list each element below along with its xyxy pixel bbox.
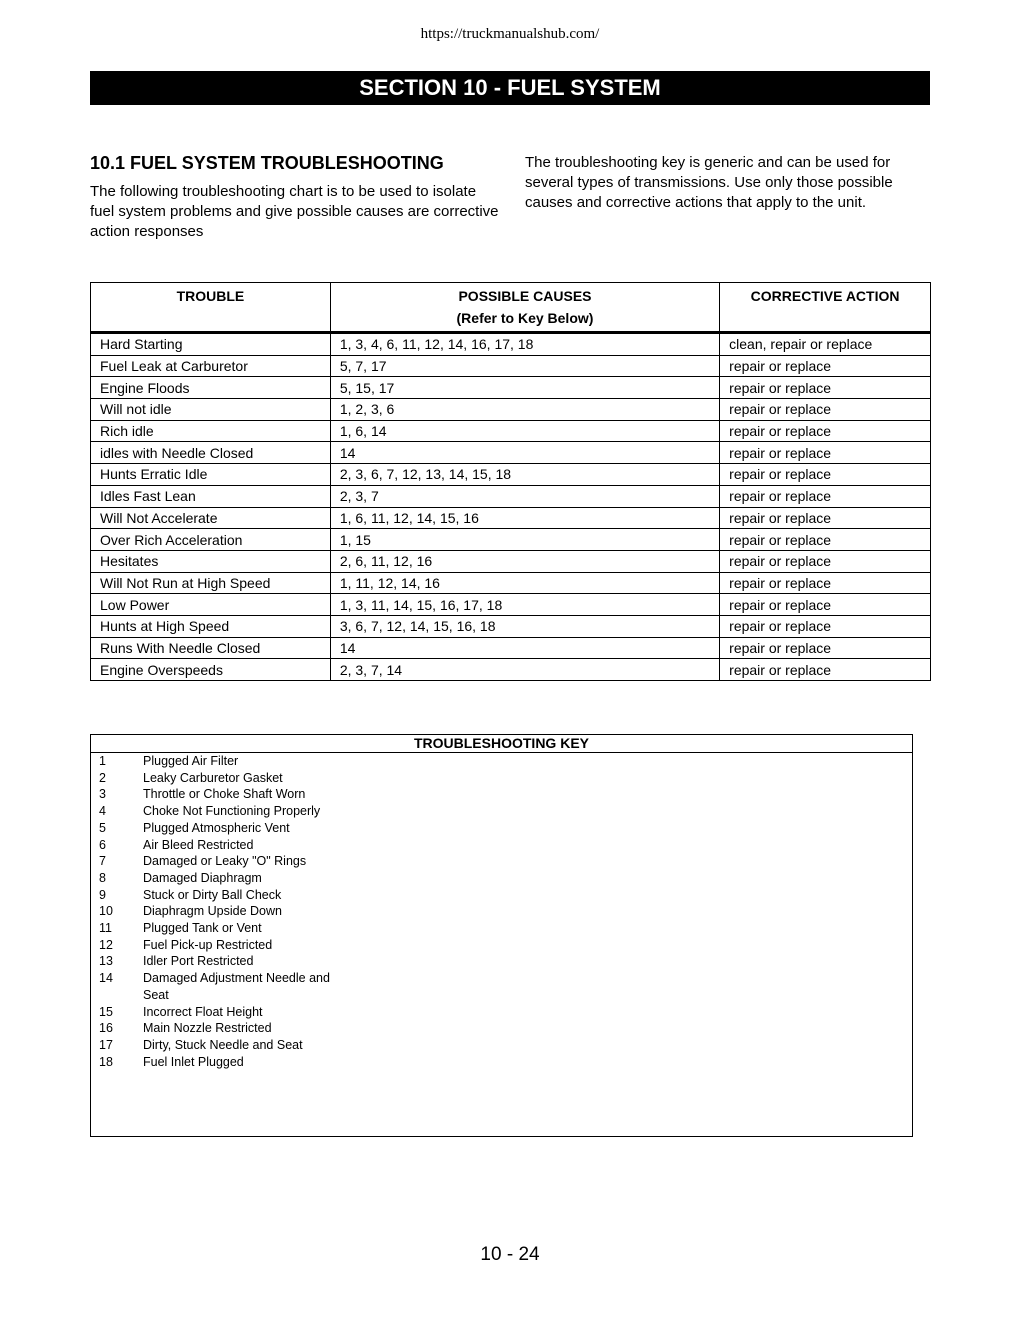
- table-row: [91, 529, 931, 551]
- cell-action: repair or replace: [720, 594, 931, 616]
- cell-causes: 1, 6, 11, 12, 14, 15, 16: [330, 507, 719, 529]
- key-item-number: 9: [99, 887, 106, 902]
- key-item-text: Plugged Atmospheric Vent: [143, 820, 290, 835]
- cell-causes: 1, 15: [330, 529, 719, 551]
- table-header-row: [91, 283, 931, 333]
- key-item: [91, 953, 912, 970]
- header-corrective-action: CORRECTIVE ACTION: [720, 283, 931, 333]
- key-item: [91, 1037, 912, 1054]
- cell-causes: 14: [330, 637, 719, 659]
- key-item-number: 15: [99, 1004, 113, 1019]
- cell-action: repair or replace: [720, 377, 931, 399]
- table-row: [91, 442, 931, 464]
- intro-left-column: [90, 150, 500, 242]
- key-item-number: 2: [99, 770, 106, 785]
- key-item-number: 8: [99, 870, 106, 885]
- cell-action: repair or replace: [720, 464, 931, 486]
- cell-trouble: Hesitates: [91, 550, 331, 572]
- troubleshooting-table: [90, 282, 931, 681]
- key-item: [91, 1054, 912, 1071]
- cell-causes: 2, 3, 6, 7, 12, 13, 14, 15, 18: [330, 464, 719, 486]
- intro-right-column: [525, 153, 935, 213]
- key-item-number: 17: [99, 1037, 113, 1052]
- cell-trouble: idles with Needle Closed: [91, 442, 331, 464]
- cell-causes: 3, 6, 7, 12, 14, 15, 16, 18: [330, 615, 719, 637]
- key-item-number: 6: [99, 837, 106, 852]
- key-item: [91, 1004, 912, 1021]
- key-item-text: Incorrect Float Height: [143, 1004, 263, 1019]
- cell-action: clean, repair or replace: [720, 333, 931, 356]
- cell-action: repair or replace: [720, 550, 931, 572]
- cell-trouble: Idles Fast Lean: [91, 485, 331, 507]
- table-row: [91, 420, 931, 442]
- cell-trouble: Will Not Accelerate: [91, 507, 331, 529]
- cell-trouble: Low Power: [91, 594, 331, 616]
- cell-causes: 1, 11, 12, 14, 16: [330, 572, 719, 594]
- key-item: [91, 920, 912, 937]
- source-url: https://truckmanualshub.com/: [420, 26, 600, 42]
- cell-action: repair or replace: [720, 637, 931, 659]
- key-item-number: 3: [99, 787, 106, 802]
- key-item-text: Leaky Carburetor Gasket: [143, 770, 283, 785]
- header-trouble: TROUBLE: [91, 283, 331, 333]
- cell-causes: 14: [330, 442, 719, 464]
- key-item: [91, 770, 912, 787]
- key-item-text: Air Bleed Restricted: [143, 837, 254, 852]
- cell-causes: 5, 15, 17: [330, 377, 719, 399]
- cell-trouble: Hard Starting: [91, 333, 331, 356]
- key-note-paragraph: The troubleshooting key is generic and can be used for several types of transmissions. Use only those possible causes and corrective actions that apply to the unit.: [525, 154, 893, 211]
- key-item-text: Damaged Diaphragm: [143, 870, 262, 885]
- cell-action: repair or replace: [720, 507, 931, 529]
- key-item: [91, 937, 912, 954]
- section-title-banner: SECTION 10 - FUEL SYSTEM: [90, 71, 930, 105]
- key-item-number: 18: [99, 1054, 113, 1069]
- key-item: [91, 820, 912, 837]
- key-item-number: 11: [99, 921, 112, 936]
- table-row: [91, 399, 931, 421]
- table-row: [91, 355, 931, 377]
- key-item-text: Diaphragm Upside Down: [143, 904, 282, 919]
- cell-action: repair or replace: [720, 485, 931, 507]
- cell-causes: 5, 7, 17: [330, 355, 719, 377]
- cell-action: repair or replace: [720, 399, 931, 421]
- table-row: [91, 550, 931, 572]
- table-row: [91, 615, 931, 637]
- key-item: [91, 853, 912, 870]
- key-item: [91, 753, 912, 770]
- cell-action: repair or replace: [720, 659, 931, 681]
- table-row: [91, 637, 931, 659]
- key-item-text: Plugged Air Filter: [143, 754, 239, 768]
- page-number: 10 - 24: [480, 1244, 540, 1265]
- key-item: [91, 786, 912, 803]
- key-item: [91, 903, 912, 920]
- key-item: [91, 870, 912, 887]
- key-item-text: Throttle or Choke Shaft Worn: [143, 787, 306, 802]
- table-row: [91, 485, 931, 507]
- key-list: [91, 753, 912, 1070]
- table-row: [91, 594, 931, 616]
- key-item: [91, 887, 912, 904]
- table-row: [91, 377, 931, 399]
- cell-trouble: Will not idle: [91, 399, 331, 421]
- key-item-text: Idler Port Restricted: [143, 954, 254, 969]
- table-row: [91, 659, 931, 681]
- key-item-number: 5: [99, 820, 106, 835]
- table-body: [91, 333, 931, 681]
- key-item-text: Main Nozzle Restricted: [143, 1021, 272, 1036]
- table-row: [91, 333, 931, 356]
- key-item-text: Choke Not Functioning Properly: [143, 804, 321, 819]
- cell-trouble: Will Not Run at High Speed: [91, 572, 331, 594]
- key-item: [91, 803, 912, 820]
- key-item: [91, 837, 912, 854]
- key-item-number: 16: [99, 1021, 113, 1036]
- cell-action: repair or replace: [720, 442, 931, 464]
- key-item-number: 7: [99, 854, 106, 869]
- table-row: [91, 507, 931, 529]
- key-item: [91, 970, 912, 1003]
- cell-causes: 1, 3, 4, 6, 11, 12, 14, 16, 17, 18: [330, 333, 719, 356]
- cell-trouble: Engine Overspeeds: [91, 659, 331, 681]
- key-item-number: 12: [99, 937, 113, 952]
- cell-action: repair or replace: [720, 572, 931, 594]
- troubleshooting-key-box: [90, 734, 913, 1137]
- table-row: [91, 572, 931, 594]
- cell-trouble: Hunts at High Speed: [91, 615, 331, 637]
- cell-trouble: Hunts Erratic Idle: [91, 464, 331, 486]
- cell-trouble: Engine Floods: [91, 377, 331, 399]
- table-row: [91, 464, 931, 486]
- key-item-number: 4: [99, 804, 106, 819]
- key-item-text: Plugged Tank or Vent: [143, 921, 262, 936]
- cell-action: repair or replace: [720, 529, 931, 551]
- cell-trouble: Fuel Leak at Carburetor: [91, 355, 331, 377]
- key-item: [91, 1020, 912, 1037]
- cell-causes: 1, 2, 3, 6: [330, 399, 719, 421]
- cell-causes: 2, 6, 11, 12, 16: [330, 550, 719, 572]
- header-possible-causes: [330, 283, 719, 333]
- key-item-text: Fuel Pick-up Restricted: [143, 937, 273, 952]
- cell-causes: 2, 3, 7: [330, 485, 719, 507]
- cell-action: repair or replace: [720, 355, 931, 377]
- key-item-text: Fuel Inlet Plugged: [143, 1054, 244, 1069]
- cell-action: repair or replace: [720, 615, 931, 637]
- header-causes-sublabel: (Refer to Key Below): [456, 310, 594, 326]
- cell-causes: 1, 3, 11, 14, 15, 16, 17, 18: [330, 594, 719, 616]
- key-item-text: Damaged Adjustment Needle and Seat: [143, 971, 330, 1002]
- header-causes-label: POSSIBLE CAUSES: [458, 288, 592, 304]
- cell-trouble: Over Rich Acceleration: [91, 529, 331, 551]
- cell-causes: 1, 6, 14: [330, 420, 719, 442]
- cell-trouble: Runs With Needle Closed: [91, 637, 331, 659]
- cell-causes: 2, 3, 7, 14: [330, 659, 719, 681]
- key-item-text: Damaged or Leaky "O" Rings: [143, 854, 307, 869]
- section-heading: 10.1 FUEL SYSTEM TROUBLESHOOTING: [90, 153, 444, 173]
- key-item-text: Dirty, Stuck Needle and Seat: [143, 1037, 303, 1052]
- cell-action: repair or replace: [720, 420, 931, 442]
- key-item-text: Stuck or Dirty Ball Check: [143, 887, 282, 902]
- key-title: TROUBLESHOOTING KEY: [91, 735, 912, 753]
- key-item-number: 10: [99, 904, 113, 919]
- key-item-number: 14: [99, 971, 113, 986]
- key-item-number: 13: [99, 954, 113, 969]
- key-item-number: 1: [99, 754, 106, 768]
- cell-trouble: Rich idle: [91, 420, 331, 442]
- intro-paragraph: The following troubleshooting chart is to be used to isolate fuel system problems and give possible causes are corrective action responses: [90, 183, 499, 240]
